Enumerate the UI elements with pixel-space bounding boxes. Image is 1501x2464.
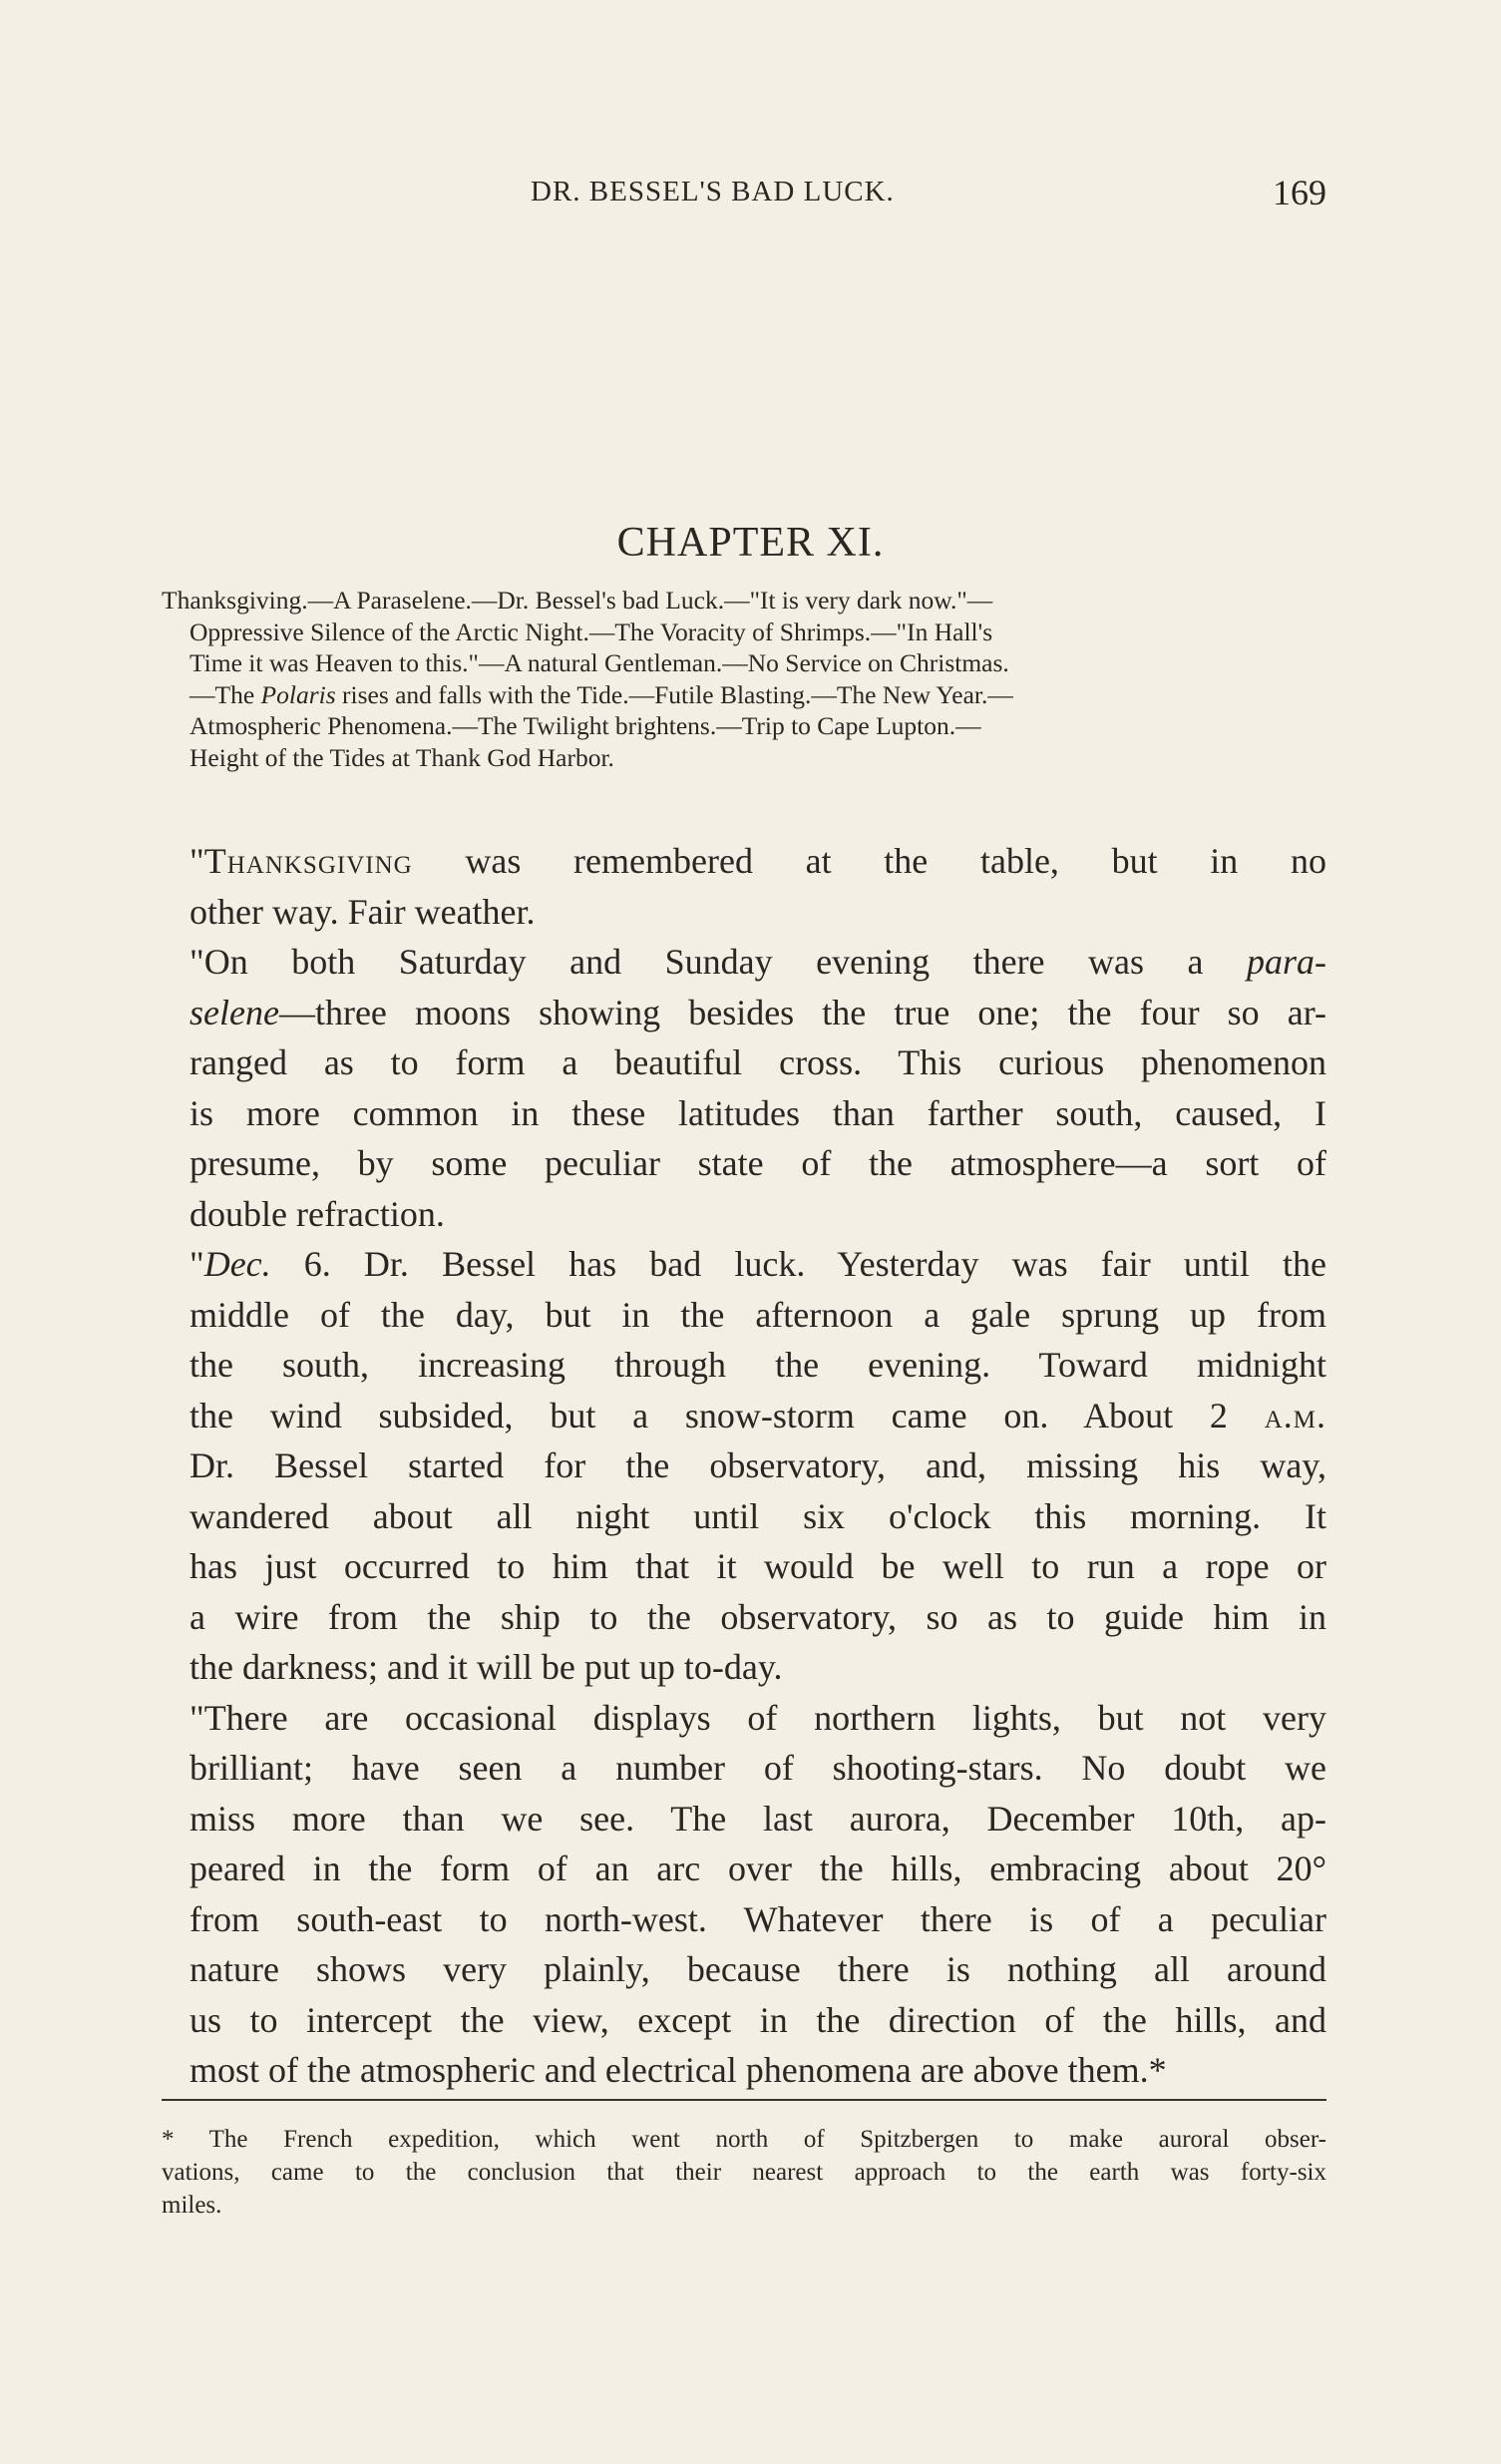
- footnote-line: miles.: [162, 2192, 222, 2219]
- text-line: "There are occasional displays of northern lights, but not very: [189, 1697, 1326, 1738]
- text-line: from south-east to north-west. Whatever there is of a peculiar: [189, 1898, 1326, 1939]
- page-number: 169: [1273, 173, 1326, 212]
- paragraph-northern-lights: [162, 1693, 1326, 2096]
- synopsis-line: Thanksgiving.—A Paraselene.—Dr. Bessel's bad Luck.—"It is very dark now."—: [162, 586, 993, 615]
- italic-word: Dec.: [203, 1244, 271, 1284]
- small-caps-word: a.m.: [1264, 1395, 1326, 1436]
- text-line: a wire from the ship to the observatory, so as to guide him in: [189, 1596, 1326, 1637]
- text-line: brilliant; have seen a number of shooting-stars. No doubt we: [189, 1748, 1326, 1788]
- text-line: double refraction.: [189, 1193, 445, 1234]
- chapter-synopsis: [162, 585, 1326, 773]
- text-line: the darkness; and it will be put up to-day.: [189, 1647, 783, 1687]
- text-line: has just occurred to him that it would be well to run a rope or: [189, 1546, 1326, 1586]
- text-line: other way. Fair weather.: [189, 891, 536, 932]
- text-line: "Thanksgiving was remembered at the table, but in no: [189, 841, 1326, 881]
- text-line: Dr. Bessel started for the observatory, and, missing his way,: [189, 1445, 1326, 1485]
- text-line: "Dec. 6. Dr. Bessel has bad luck. Yesterday was fair until the: [189, 1244, 1326, 1284]
- text-line: the south, increasing through the evening. Toward midnight: [189, 1345, 1326, 1385]
- body-text: [162, 836, 1326, 2096]
- synopsis-line: —The Polaris rises and falls with the Tide.—Futile Blasting.—The New Year.—: [189, 679, 1013, 709]
- page-header: [160, 173, 1326, 225]
- text-line: us to intercept the view, except in the direction of the hills, and: [189, 1999, 1326, 2040]
- text-line: presume, by some peculiar state of the atmosphere—a sort of: [189, 1143, 1326, 1183]
- synopsis-line: Time it was Heaven to this."—A natural Gentleman.—No Service on Christmas.: [189, 648, 1009, 677]
- text-line: "On both Saturday and Sunday evening there was a para-: [189, 942, 1326, 982]
- small-caps-word: Thanksgiving: [203, 841, 413, 881]
- text-line: ranged as to form a beautiful cross. This curious phenomenon: [189, 1042, 1326, 1082]
- text-line: miss more than we see. The last aurora, December 10th, ap-: [189, 1798, 1326, 1839]
- text-line: is more common in these latitudes than farther south, caused, I: [189, 1092, 1326, 1133]
- ship-name-italic: Polaris: [260, 679, 336, 709]
- chapter-title: CHAPTER XI.: [616, 520, 885, 566]
- text-line: middle of the day, but in the afternoon a gale sprung up from: [189, 1294, 1326, 1335]
- paragraph-paraselene: [162, 937, 1326, 1239]
- footnote-divider: [162, 2099, 1326, 2101]
- italic-word: selene: [189, 992, 279, 1032]
- text-line: selene—three moons showing besides the true one; the four so ar-: [189, 992, 1326, 1032]
- footnote-line: * The French expedition, which went north of Spitzbergen to make auroral obser-: [162, 2126, 1326, 2153]
- italic-word: para-: [1247, 942, 1326, 982]
- paragraph-dec-6: [162, 1239, 1326, 1693]
- paragraph-thanksgiving: [162, 836, 1326, 937]
- running-title: DR. BESSEL'S BAD LUCK.: [531, 176, 895, 207]
- text-line: the wind subsided, but a snow-storm came on. About 2 a.m.: [189, 1395, 1326, 1436]
- synopsis-line: Atmospheric Phenomena.—The Twilight brightens.—Trip to Cape Lupton.—: [189, 711, 981, 740]
- footnote: [162, 2123, 1326, 2222]
- text-line: nature shows very plainly, because there is nothing all around: [189, 1949, 1326, 1989]
- synopsis-line: Oppressive Silence of the Arctic Night.—The Voracity of Shrimps.—"In Hall's: [189, 616, 993, 646]
- synopsis-line: Height of the Tides at Thank God Harbor.: [189, 742, 614, 772]
- text-line: most of the atmospheric and electrical phenomena are above them.*: [189, 2050, 1167, 2090]
- text-line: peared in the form of an arc over the hills, embracing about 20°: [189, 1848, 1326, 1888]
- footnote-line: vations, came to the conclusion that their nearest approach to the earth was forty-six: [162, 2159, 1326, 2186]
- text-line: wandered about all night until six o'clock this morning. It: [189, 1495, 1326, 1536]
